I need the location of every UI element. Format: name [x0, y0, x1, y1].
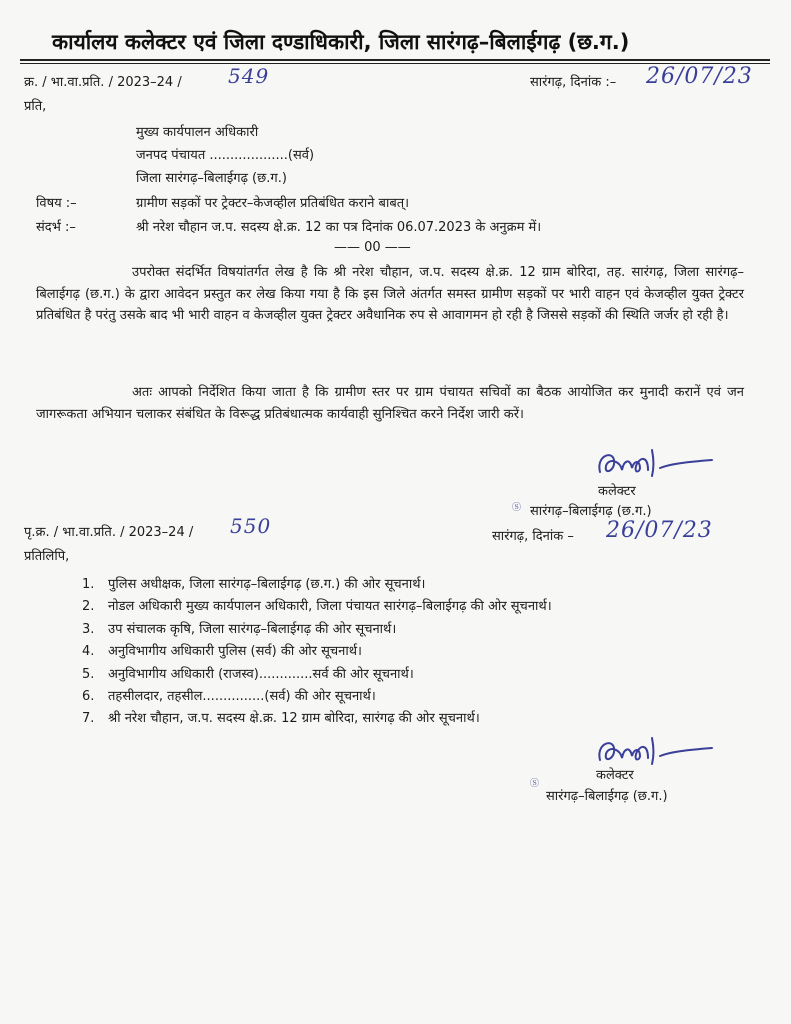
list-item-text: श्री नरेश चौहान, ज.प. सदस्य क्षे.क्र. 12 ग्राम बोरिदा, सारंगढ़ की ओर सूचनार्थ। — [108, 711, 480, 727]
list-item-number: 5. — [82, 666, 95, 682]
list-item-number: 3. — [82, 621, 95, 637]
initial-mark-icon: Ⓢ — [530, 779, 540, 789]
list-item-number: 2. — [82, 599, 95, 615]
list-item — [82, 574, 552, 596]
copy-ref-number: 550 — [230, 514, 272, 538]
signatory-place-1: सारंगढ़–बिलाईगढ़ (छ.ग.) — [530, 504, 652, 519]
recipient-line-2: जनपद पंचायत ...................(सर्व) — [136, 148, 315, 163]
list-item-number: 1. — [82, 577, 95, 592]
list-item-number: 4. — [82, 644, 95, 660]
copy-place-date-label: सारंगढ़, दिनांक – — [492, 529, 574, 544]
list-item — [82, 596, 552, 618]
copy-label: प्रतिलिपि, — [24, 549, 70, 564]
separator: —— 00 —— — [334, 240, 411, 255]
body-paragraph-2 — [36, 382, 744, 425]
signatory-title-2: कलेक्टर — [596, 768, 634, 783]
list-item-text: पुलिस अधीक्षक, जिला सारंगढ़–बिलाईगढ़ (छ.ग.) की ओर सूचनार्थ। — [108, 577, 426, 592]
list-item-text: अनुविभागीय अधिकारी (राजस्व).............सर्व की ओर सूचनार्थ। — [108, 666, 414, 682]
list-item-number: 6. — [82, 688, 95, 704]
header-rule-top — [20, 59, 770, 61]
list-item-text: अनुविभागीय अधिकारी पुलिस (सर्व) की ओर सूचनार्थ। — [108, 644, 362, 660]
reference-label: संदर्भ :– — [36, 220, 76, 235]
list-item-text: तहसीलदार, तहसील...............(सर्व) की ओर सूचनार्थ। — [108, 688, 376, 704]
to-label: प्रति, — [24, 99, 47, 114]
office-header: कार्यालय कलेक्टर एवं जिला दण्डाधिकारी, जिला सारंगढ़–बिलाईगढ़ (छ.ग.) — [52, 30, 630, 54]
list-item — [82, 641, 552, 663]
body-paragraph-2-text: अतः आपको निर्देशित किया जाता है कि ग्रामीण स्तर पर ग्राम पंचायत सचिवों का बैठक आयोजित कर मुनादी करानें एवं जन जागरूकता अभियान चलाकर संबंधित के विरूद्ध प्रतिबंधात्मक कार्यवाही सुनिश्चित करने निर्देश जारी करें। — [36, 385, 744, 422]
signatory-title-1: कलेक्टर — [598, 484, 636, 499]
letter-place-date-label: सारंगढ़, दिनांक :– — [530, 75, 617, 90]
recipient-line-1: मुख्य कार्यपालन अधिकारी — [136, 125, 259, 140]
letter-ref-number: 549 — [228, 64, 270, 88]
letter-ref-prefix: क्र. / भा.वा.प्रति. / 2023–24 / — [24, 75, 182, 90]
list-item-text: नोडल अधिकारी मुख्य कार्यपालन अधिकारी, जिला पंचायत सारंगढ़–बिलाईगढ़ की ओर सूचनार्थ। — [108, 599, 552, 615]
letter-date: 26/07/23 — [646, 64, 753, 89]
copy-ref-prefix: पृ.क्र. / भा.वा.प्रति. / 2023–24 / — [24, 525, 194, 540]
list-item — [82, 664, 552, 686]
collector-signature — [594, 446, 724, 482]
list-item — [82, 619, 552, 641]
list-item — [82, 708, 552, 730]
signatory-place-2: सारंगढ़–बिलाईगढ़ (छ.ग.) — [546, 789, 668, 804]
list-item — [82, 686, 552, 708]
body-paragraph-1 — [36, 262, 744, 327]
recipient-line-3: जिला सारंगढ़–बिलाईगढ़ (छ.ग.) — [136, 171, 287, 186]
copy-date: 26/07/23 — [606, 518, 713, 543]
list-item-number: 7. — [82, 711, 95, 727]
subject-text: ग्रामीण सड़कों पर ट्रेक्टर–केजव्हील प्रतिबंधित कराने बाबत्। — [136, 196, 410, 211]
body-paragraph-1-text: उपरोक्त संदर्भित विषयांतर्गत लेख है कि श्री नरेश चौहान, ज.प. सदस्य क्षे.क्र. 12 ग्राम बोरिदा, तह. सारंगढ़, जिला सारंगढ़–बिलाईगढ़ (छ.ग.) के द्वारा आवेदन प्रस्तुत कर लेख किया गया है कि इस जिले अंतर्गत समस्त ग्रामीण सड़कों पर भारी वाहन एवं केजव्हील युक्त ट्रेक्टर प्रतिबंधित है परंतु उसके बाद भी भारी वाहन व केजव्हील युक्त ट्रेक्टर अवैधानिक रुप से आवागमन हो रही है जिससे सड़कों की स्थिति जर्जर हो रही है। — [36, 265, 744, 323]
subject-label: विषय :– — [36, 196, 77, 211]
list-item-text: उप संचालक कृषि, जिला सारंगढ़–बिलाईगढ़ की ओर सूचनार्थ। — [108, 621, 397, 637]
copy-list — [82, 574, 552, 731]
initial-mark-icon: Ⓢ — [512, 503, 522, 513]
reference-text: श्री नरेश चौहान ज.प. सदस्य क्षे.क्र. 12 का पत्र दिनांक 06.07.2023 के अनुक्रम में। — [136, 220, 542, 235]
